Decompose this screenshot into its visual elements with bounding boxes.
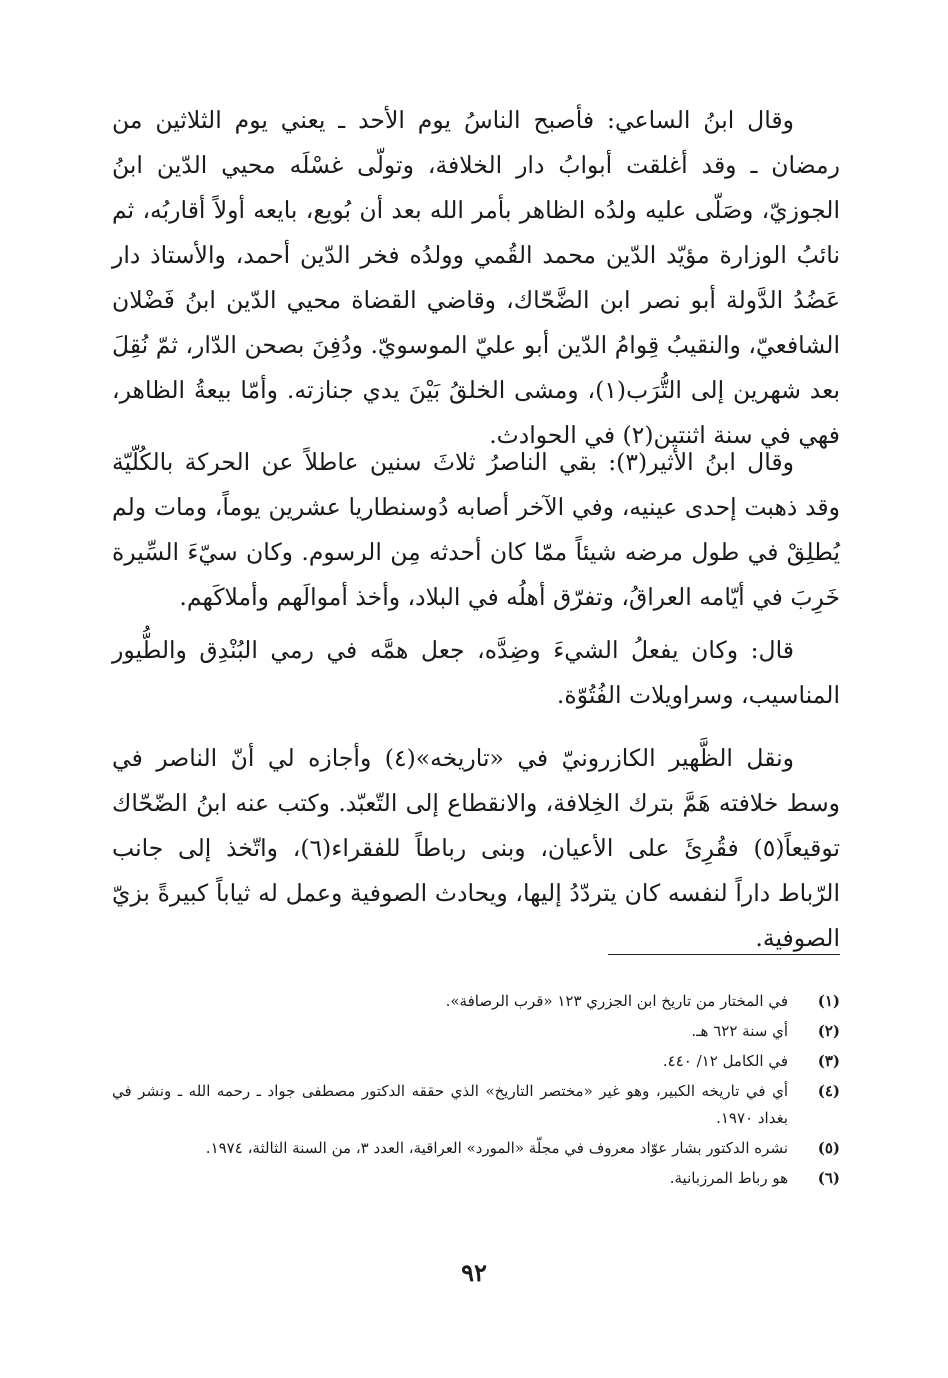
footnote-text: هو رباط المرزبانية. [669,1169,788,1187]
paragraph-ibn-al-athir [112,440,840,620]
paragraph-text: وقال ابنُ الساعي: فأصبح الناسُ يوم الأحد ـ يعني يوم الثلاثين من رمضان ـ وقد أغلقت أبوابُ دار الخلافة، وتولّى غسْلَه محيي الدّين ابنُ الجوزيّ، وصَلّى عليه ولدُه الظاهر بأمر الله بعد أن بُويع، بايعه أولاً أقاربُه، ثم نائبُ الوزارة مؤيّد الدّين محمد القُمي وولدُه فخر الدّين أحمد، والأستاذ دار عَضُدُ الدَّولة أبو نصر ابن الضَّحّاك، وقاضي القضاة محيي الدّين ابنُ فَضْلان الشافعيّ، والنقيبُ قِوامُ الدّين أبو عليّ الموسويّ. ودُفِنَ بصحن الدّار، ثمّ نُقِلَ بعد شهرين إلى التُّرَب(١)، ومشى الخلقُ بَيْنَ يدي جنازته. وأمّا بيعةُ الظاهر، فهي في سنة اثنتين(٢) في الحوادث. [112,106,841,449]
footnote-item [112,1048,840,1075]
footnote-text: في الكامل ١٢/ ٤٤٠. [662,1052,788,1070]
footnote-number: (١) [817,992,840,1010]
footnotes-section [112,988,840,1195]
footnote-item [112,1078,840,1132]
paragraph-text: قال: وكان يفعلُ الشيءَ وضِدَّه، جعل همَّه في رمي البُنْدِق والطُّيور المناسيب، وسراويلات الفُتُوّة. [112,636,840,709]
paragraph-text: وقال ابنُ الأثير(٣): بقي الناصرُ ثلاثَ سنين عاطلاً عن الحركة بالكُلّيّة وقد ذهبت إحدى عينيه، وفي الآخر أصابه دُوسنطاريا عشرين يوماً، ومات ولم يُطلِقْ في طول مرضه شيئاً ممّا كان أحدثه مِن الرسوم. وكان سيّءَ السِّيرة خَرِبَ في أيّامه العراقُ، وتفرّق أهلُه في البلاد، وأخذ أموالَهم وأملاكَهم. [112,448,840,611]
footnote-text: في المختار من تاريخ ابن الجزري ١٢٣ «قرب الرصافة». [445,992,788,1010]
footnote-item [112,1018,840,1045]
footnote-text: أي سنة ٦٢٢ هـ. [691,1022,788,1040]
footnote-number: (٣) [817,1052,840,1070]
footnote-number: (٦) [817,1169,840,1187]
footnote-text: نشره الدكتور بشار عوّاد معروف في مجلّة «المورد» العراقية، العدد ٣، من السنة الثالثة، ١٩٧٤. [205,1139,788,1157]
paragraph-kazaruni [112,736,840,961]
footnote-item [112,988,840,1015]
footnote-item [112,1165,840,1192]
footnote-separator-line [608,954,840,955]
footnote-number: (٥) [817,1139,840,1157]
footnote-number: (٢) [817,1022,840,1040]
footnote-number: (٤) [817,1082,840,1100]
paragraph-ibn-al-saai [112,98,840,458]
footnote-item [112,1135,840,1162]
footnote-text: أي في تاريخه الكبير، وهو غير «مختصر التاريخ» الذي حققه الدكتور مصطفى جواد ـ رحمه الله ـ ونشر في بغداد ١٩٧٠. [112,1082,788,1127]
paragraph-qal [112,628,840,718]
page-number: ٩٢ [461,1258,487,1287]
paragraph-text: ونقل الظَّهير الكازرونيّ في «تاريخه»(٤) وأجازه لي أنّ الناصر في وسط خلافته هَمَّ بترك الخِلافة، والانقطاع إلى التّعبّد. وكتب عنه ابنُ الضّحّاك توقيعاً(٥) فقُرِئَ على الأعيان، وبنى رباطاً للفقراء(٦)، واتّخذ إلى جانب الرّباط داراً لنفسه كان يتردّدُ إليها، ويحادث الصوفية وعمل له ثياباً كبيرةً بزيّ الصوفية. [112,744,840,952]
